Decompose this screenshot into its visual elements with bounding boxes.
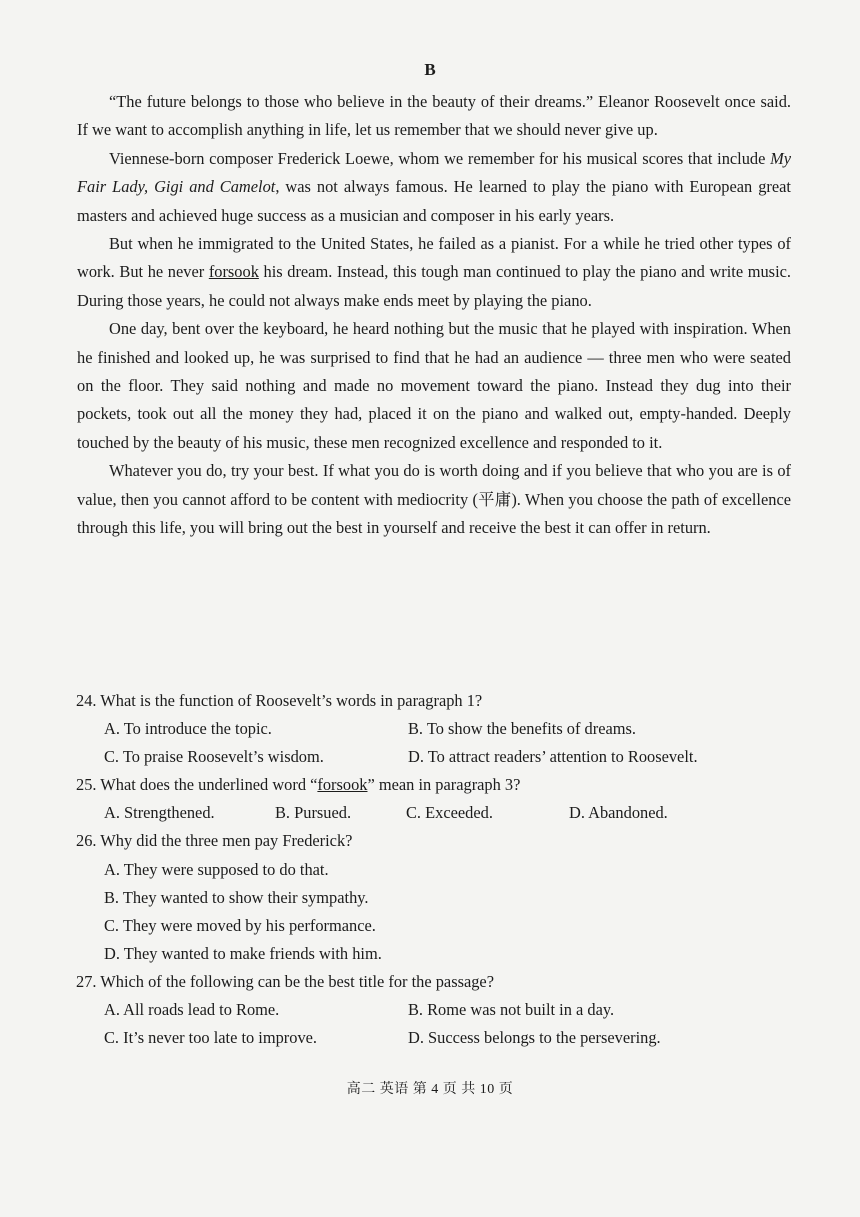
paragraph-5: Whatever you do, try your best. If what you do is worth doing and if you believe that who you are is of value, then you cannot afford to be content with mediocrity (平庸). When you choose the path of excellence through this life, you will bring out the best in yourself and receive the best it can offer in return. bbox=[77, 461, 791, 538]
option-a: A. All roads lead to Rome. bbox=[104, 1000, 280, 1020]
option-b: B. They wanted to show their sympathy. bbox=[104, 887, 369, 907]
paragraph-3 bbox=[77, 230, 791, 315]
option-b: B. Rome was not built in a day. bbox=[408, 1000, 615, 1020]
question-26 bbox=[76, 827, 796, 967]
option-a: A. To introduce the topic. bbox=[104, 719, 272, 739]
option-d: D. Success belongs to the persevering. bbox=[408, 1028, 661, 1048]
paragraph-2-text-start: Viennese-born composer Frederick Loewe, whom we remember for his musical scores that include bbox=[109, 148, 771, 168]
option-b: B. To show the benefits of dreams. bbox=[408, 719, 636, 739]
question-stem-end: ” mean in paragraph 3? bbox=[367, 775, 521, 795]
question-stem: 26. Why did the three men pay Frederick? bbox=[76, 831, 353, 851]
question-stem: 24. What is the function of Roosevelt’s words in paragraph 1? bbox=[76, 691, 483, 710]
option-row bbox=[76, 1024, 796, 1052]
option-row bbox=[76, 743, 796, 771]
question-24 bbox=[76, 687, 796, 771]
paragraph-1: “The future belongs to those who believe in the beauty of their dreams.” Eleanor Roosevelt once said. If we want to accomplish anything in life, let us remember that we should never give up. bbox=[77, 92, 791, 140]
underlined-word: forsook bbox=[317, 775, 368, 795]
question-list bbox=[76, 687, 796, 1052]
question-27 bbox=[76, 968, 796, 1052]
question-25 bbox=[76, 771, 796, 827]
option-b: B. Pursued. bbox=[275, 803, 352, 823]
option-c: C. They were moved by his performance. bbox=[104, 915, 376, 935]
underlined-word: forsook bbox=[208, 262, 259, 282]
option-row bbox=[76, 715, 796, 743]
option-row bbox=[76, 799, 796, 827]
question-stem-start: 25. What does the underlined word “ bbox=[76, 775, 318, 795]
paragraph-3-text-end: his dream. Instead, this tough man continued to play the piano and write music. During those years, he could not always make ends meet by playing the piano. bbox=[77, 262, 791, 310]
section-heading: B bbox=[424, 60, 436, 79]
paragraph-2-text-end: , was not always famous. He learned to play the piano with European great masters and achieved huge success as a musician and composer in his early years. bbox=[77, 177, 791, 225]
musical-titles: My Fair Lady, Gigi and Camelot bbox=[77, 148, 791, 197]
option-c: C. To praise Roosevelt’s wisdom. bbox=[104, 747, 324, 767]
option-d: D. To attract readers’ attention to Roosevelt. bbox=[408, 747, 698, 767]
paragraph-4: One day, bent over the keyboard, he heard nothing but the music that he played with inspiration. When he finished and looked up, he was surprised to find that he had an audience — three men who were seated on the floor. They said nothing and made no movement toward the piano. Instead they dug into their pockets, took out all the money they had, placed it on the piano and walked out, empty-handed. Deeply touched by the beauty of his music, these men recognized excellence and responded to it. bbox=[77, 319, 791, 452]
option-c: C. It’s never too late to improve. bbox=[104, 1028, 318, 1048]
option-d: D. Abandoned. bbox=[569, 803, 668, 823]
reading-passage bbox=[77, 88, 791, 543]
question-stem bbox=[76, 771, 796, 799]
option-row bbox=[76, 996, 796, 1024]
option-a: A. Strengthened. bbox=[104, 803, 215, 823]
paragraph-2 bbox=[77, 145, 791, 230]
paragraph-3-text-start: But when he immigrated to the United States, he failed as a pianist. For a while he tried other types of work. But he never bbox=[77, 234, 791, 282]
question-stem: 27. Which of the following can be the best title for the passage? bbox=[76, 971, 494, 991]
option-c: C. Exceeded. bbox=[406, 803, 493, 823]
page-footer: 高二 英语 第 4 页 共 10 页 bbox=[346, 1082, 514, 1097]
option-d: D. They wanted to make friends with him. bbox=[104, 943, 382, 963]
option-a: A. They were supposed to do that. bbox=[104, 859, 329, 879]
